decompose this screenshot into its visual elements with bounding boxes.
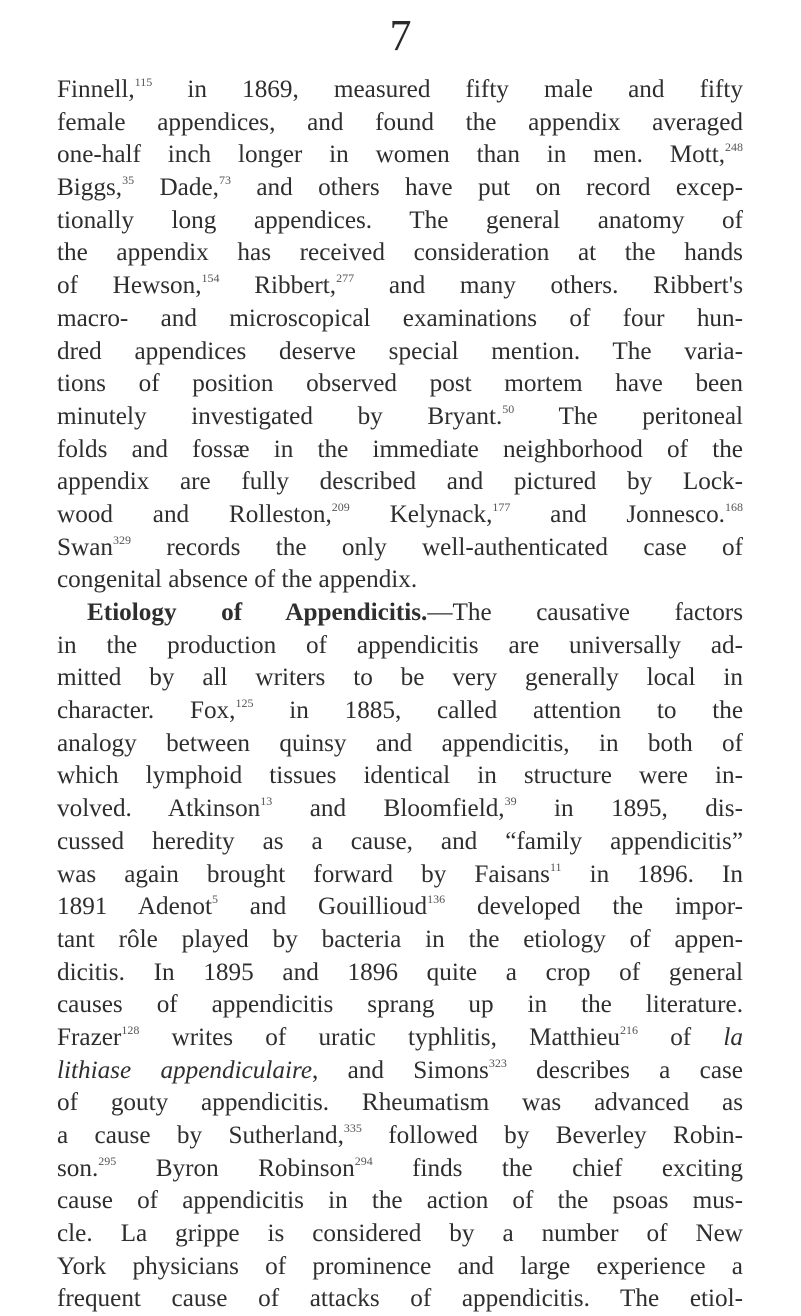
text-run: in 1895, dis- (516, 795, 743, 823)
text-line (57, 139, 743, 172)
text-run: followed by Beverley Robin- (361, 1122, 743, 1149)
text-line (57, 662, 743, 695)
text-run: writes of uratic typhlitis, Matthieu (139, 1023, 621, 1051)
text-run: , and Simons (312, 1056, 489, 1084)
text-line (57, 466, 743, 499)
text-run: analogy between quinsy and appendicitis, in both of (57, 729, 743, 757)
text-run: of (638, 1023, 724, 1051)
text-run: and Gouillioud (217, 893, 428, 921)
text-run: the appendix has received consideration at the hands (57, 239, 743, 267)
text-line (57, 630, 743, 663)
text-run: character. Fox, (57, 697, 236, 725)
citation-superscript: 177 (492, 499, 511, 514)
citation-superscript: 125 (235, 696, 254, 711)
text-run: and others have put on record excep- (230, 174, 743, 202)
citation-superscript: 13 (260, 794, 273, 809)
text-run: tant rôle played by bacteria in the etiology of appen- (57, 925, 743, 953)
citation-superscript: 209 (331, 499, 350, 514)
text-line (57, 270, 743, 303)
text-line (57, 303, 743, 336)
text-run: was again brought forward by Faisans (57, 860, 550, 888)
text-line (57, 107, 743, 140)
text-run: Finnell, (57, 76, 135, 103)
text-line (57, 1185, 743, 1218)
text-line (57, 205, 743, 238)
text-run: volved. Atkinson (57, 795, 261, 823)
text-line (57, 1251, 743, 1284)
text-run: a cause by Sutherland, (57, 1122, 344, 1149)
text-line (57, 924, 743, 957)
text-run: The peritoneal (514, 402, 744, 430)
text-run: dicitis. In 1895 and 1896 quite a crop of general (57, 958, 743, 986)
text-run: cussed heredity as a cause, and “family appendicitis” (57, 827, 743, 855)
body-text (57, 74, 743, 1316)
citation-superscript: 39 (504, 794, 517, 809)
citation-superscript: 323 (488, 1055, 507, 1070)
text-line (57, 891, 743, 924)
text-run: of Hewson, (57, 272, 202, 300)
citation-superscript: 168 (724, 499, 743, 514)
citation-superscript: 50 (502, 401, 515, 416)
text-run: Frazer (57, 1023, 122, 1051)
citation-superscript: 216 (620, 1022, 639, 1037)
citation-superscript: 35 (122, 173, 135, 188)
text-line (57, 760, 743, 793)
text-line (57, 1087, 743, 1120)
text-run: York physicians of prominence and large experience a (57, 1252, 743, 1280)
citation-superscript: 248 (725, 140, 743, 155)
citation-superscript: 335 (343, 1121, 362, 1135)
text-run: folds and fossæ in the immediate neighborhood of the (57, 435, 743, 463)
text-line (57, 1153, 743, 1186)
text-run: minutely investigated by Bryant. (57, 402, 503, 430)
text-run: mitted by all writers to be very generally local in (57, 664, 743, 692)
text-run: 1891 Adenot (57, 893, 212, 921)
text-run: Swan (57, 533, 113, 561)
text-line (57, 597, 743, 630)
text-run: of gouty appendicitis. Rheumatism was advanced as (57, 1089, 743, 1117)
text-run: wood and Rolleston, (57, 500, 332, 528)
text-line (57, 336, 743, 369)
text-run: records the only well-authenticated case of (130, 533, 743, 561)
citation-superscript: 294 (354, 1153, 373, 1168)
text-line (57, 859, 743, 892)
citation-superscript: 136 (427, 892, 446, 907)
text-run: Biggs, (57, 174, 123, 202)
text-line (57, 172, 743, 205)
text-run: tionally long appendices. The general anatomy of (57, 206, 743, 234)
italic-text: lithiase appendiculaire (57, 1056, 313, 1084)
text-line (57, 793, 743, 826)
text-run: and Bloomfield, (272, 795, 505, 823)
text-line (57, 1283, 743, 1316)
text-run: Kelynack, (349, 500, 493, 528)
text-line (57, 1055, 743, 1088)
text-line (57, 401, 743, 434)
citation-superscript: 73 (218, 173, 231, 188)
italic-text: la (723, 1023, 743, 1051)
text-run: frequent cause of attacks of appendicitis. The etiol- (57, 1285, 743, 1313)
text-line (57, 957, 743, 990)
text-line (57, 1022, 743, 1055)
text-run: appendix are fully described and pictured by Lock- (57, 468, 743, 496)
text-run: in 1885, called attention to the (253, 697, 743, 725)
text-run: dred appendices deserve special mention. The varia- (57, 337, 743, 365)
citation-superscript: 329 (112, 532, 131, 547)
text-run: which lymphoid tissues identical in structure were in- (57, 762, 743, 790)
citation-superscript: 11 (549, 859, 562, 874)
text-run: macro- and microscopical examinations of four hun- (57, 304, 743, 332)
text-run: in 1896. In (561, 860, 744, 888)
text-line (57, 74, 743, 107)
citation-superscript: 154 (201, 271, 220, 286)
text-run: son. (57, 1154, 99, 1182)
text-run: one-half inch longer in women than in men. Mott, (57, 141, 725, 169)
text-run: in the production of appendicitis are universally ad- (57, 631, 743, 659)
text-run: cle. La grippe is considered by a number of New (57, 1220, 743, 1248)
text-line (57, 499, 743, 532)
text-run: and many others. Ribbert's (354, 272, 743, 300)
text-line (57, 728, 743, 761)
text-run: congenital absence of the appendix. (57, 566, 418, 594)
text-line (57, 1120, 743, 1153)
text-run: developed the impor- (445, 893, 743, 921)
text-run: and Jonnesco. (510, 500, 725, 528)
text-run: cause of appendicitis in the action of the psoas mus- (57, 1187, 743, 1215)
citation-superscript: 115 (134, 75, 153, 89)
text-line (57, 564, 743, 597)
text-line (57, 434, 743, 467)
text-run: Ribbert, (219, 272, 337, 300)
text-line (57, 237, 743, 270)
text-line (57, 368, 743, 401)
text-run: female appendices, and found the appendix averaged (57, 108, 743, 136)
text-run: Byron Robinson (116, 1154, 355, 1182)
text-line (57, 695, 743, 728)
text-line (57, 1218, 743, 1251)
text-run: tions of position observed post mortem have been (57, 370, 743, 398)
text-line (57, 532, 743, 565)
page-number: 7 (389, 11, 412, 60)
text-run: finds the chief exciting (372, 1154, 743, 1182)
text-run: describes a case (506, 1056, 743, 1084)
text-run: Dade, (134, 174, 219, 202)
text-line (57, 826, 743, 859)
citation-superscript: 295 (98, 1153, 117, 1168)
text-run: causes of appendicitis sprang up in the literature. (57, 991, 743, 1019)
section-heading: Etiology of Appendicitis. (87, 599, 428, 626)
text-line (57, 989, 743, 1022)
text-run: in 1869, measured fifty male and fifty (152, 76, 743, 103)
citation-superscript: 128 (121, 1022, 140, 1037)
citation-superscript: 5 (211, 892, 218, 907)
text-run: —The causative factors (427, 599, 743, 626)
citation-superscript: 277 (336, 271, 355, 286)
